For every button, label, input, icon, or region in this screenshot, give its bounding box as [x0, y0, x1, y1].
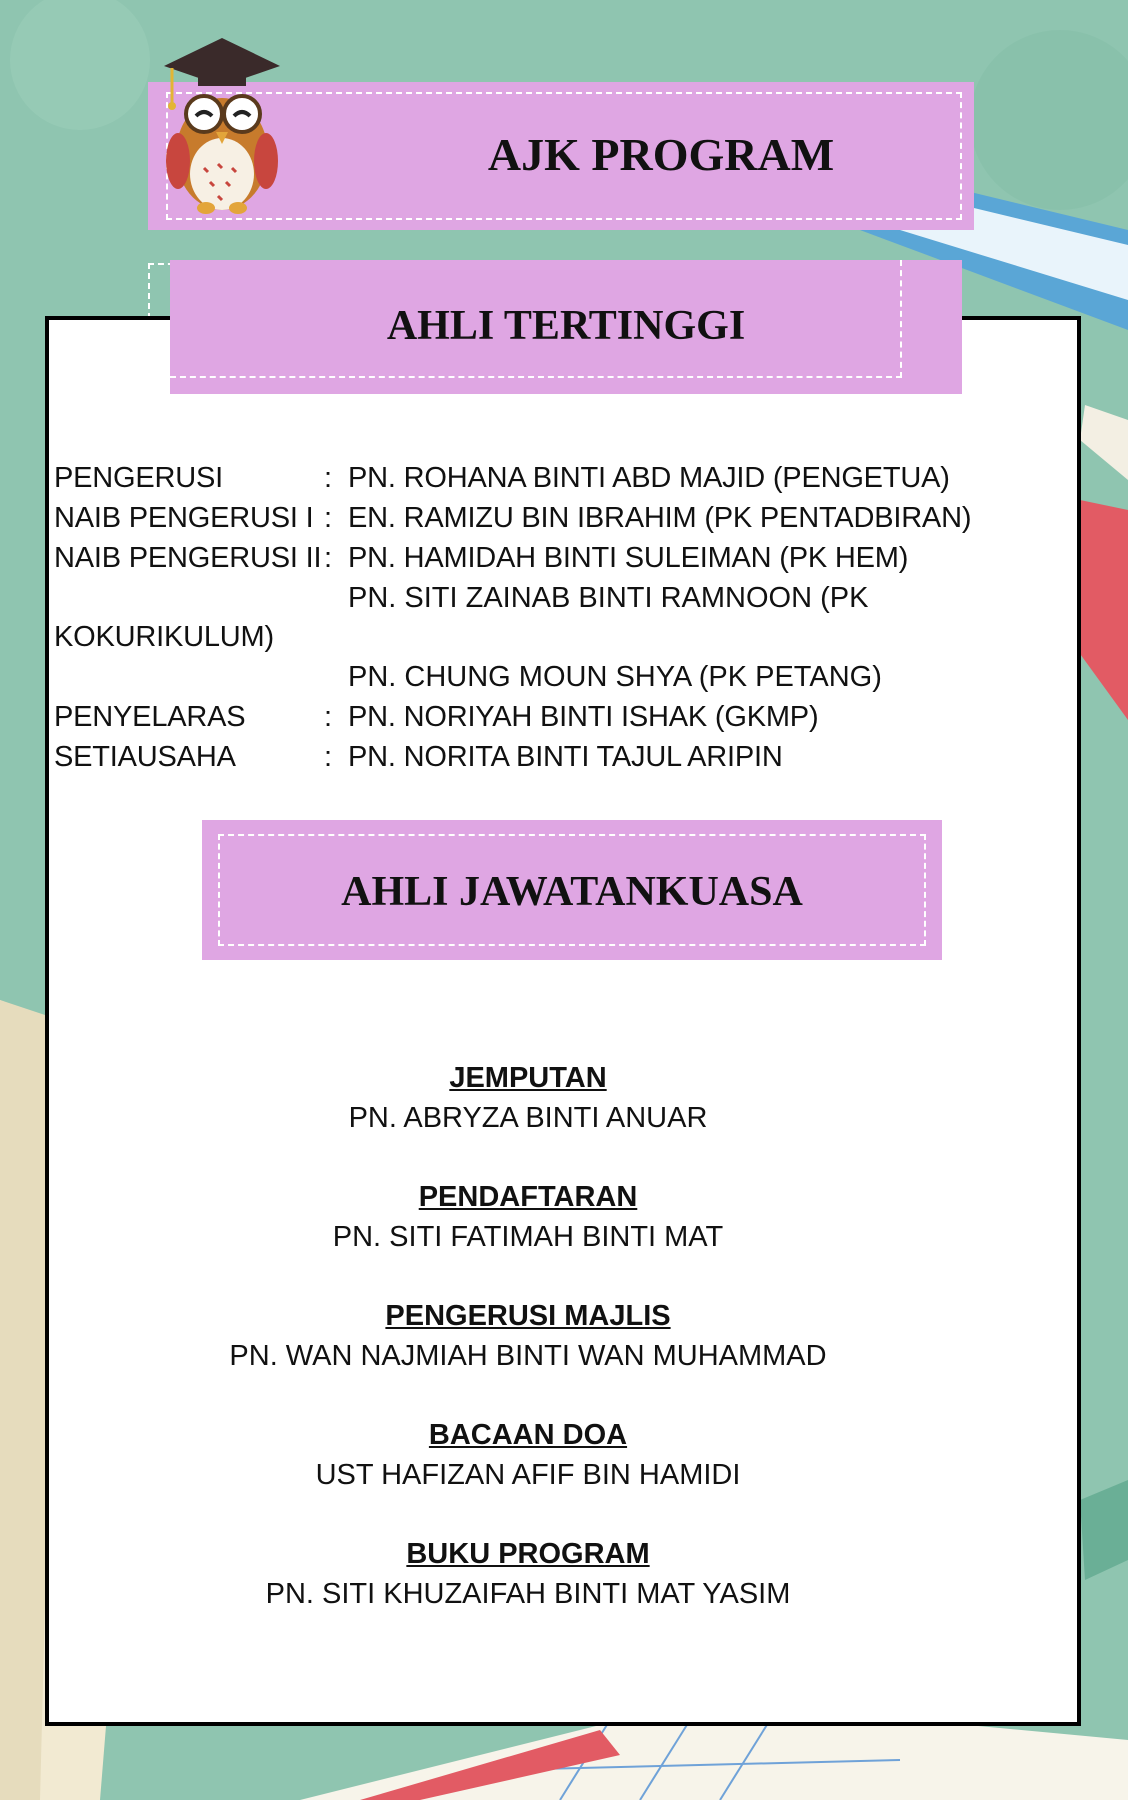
committee-name: PN. SITI KHUZAIFAH BINTI MAT YASIM — [265, 1578, 791, 1610]
row-separator: : — [324, 741, 332, 773]
row-separator: : — [324, 462, 332, 494]
top-committee-banner — [170, 260, 962, 394]
row-value: PN. NORITA BINTI TAJUL ARIPIN — [348, 741, 783, 773]
committee-role: JEMPUTAN — [449, 1062, 607, 1094]
extra-member-line: PN. CHUNG MOUN SHYA (PK PETANG) — [348, 661, 882, 693]
committee-item-jemputan — [228, 1058, 828, 1138]
row-penyelaras — [54, 701, 818, 734]
row-label: SETIAUSAHA — [54, 741, 236, 773]
owl-graduate-icon — [160, 36, 284, 216]
page-title: AJK PROGRAM — [487, 129, 835, 180]
row-setiausaha — [54, 741, 783, 774]
committee-banner — [202, 820, 942, 960]
row-separator: : — [324, 701, 332, 733]
committee-role: BUKU PROGRAM — [406, 1538, 650, 1570]
row-value: PN. NORIYAH BINTI ISHAK (GKMP) — [348, 701, 819, 733]
committee-item-buku-program — [228, 1534, 828, 1614]
row-label: PENYELARAS — [54, 701, 246, 733]
row-naib-pengerusi-2 — [54, 542, 908, 575]
extra-member-wrap: KOKURIKULUM) — [54, 621, 274, 653]
committee-item-pengerusi-majlis — [228, 1296, 828, 1376]
committee-title: AHLI JAWATANKUASA — [341, 869, 803, 915]
committee-name: UST HAFIZAN AFIF BIN HAMIDI — [315, 1459, 741, 1491]
row-label: PENGERUSI — [54, 462, 224, 494]
row-value: EN. RAMIZU BIN IBRAHIM (PK PENTADBIRAN) — [348, 502, 972, 534]
committee-role: PENGERUSI MAJLIS — [385, 1300, 671, 1332]
row-label: NAIB PENGERUSI II — [54, 542, 322, 574]
row-value: PN. ROHANA BINTI ABD MAJID (PENGETUA) — [348, 462, 950, 494]
committee-name: PN. ABRYZA BINTI ANUAR — [348, 1102, 708, 1134]
committee-name: PN. SITI FATIMAH BINTI MAT — [332, 1221, 724, 1253]
row-naib-pengerusi-1 — [54, 502, 971, 535]
committee-name: PN. WAN NAJMIAH BINTI WAN MUHAMMAD — [229, 1340, 827, 1372]
committee-role: BACAAN DOA — [428, 1419, 628, 1451]
committee-item-pendaftaran — [228, 1177, 828, 1257]
row-label: NAIB PENGERUSI I — [54, 502, 314, 534]
row-pengerusi — [54, 462, 950, 495]
committee-item-bacaan-doa — [228, 1415, 828, 1495]
top-committee-title: AHLI TERTINGGI — [386, 303, 746, 349]
committee-role: PENDAFTARAN — [418, 1181, 638, 1213]
row-separator: : — [324, 502, 332, 534]
row-value: PN. HAMIDAH BINTI SULEIMAN (PK HEM) — [348, 542, 909, 574]
extra-member-line: PN. SITI ZAINAB BINTI RAMNOON (PK — [348, 582, 869, 614]
row-separator: : — [324, 542, 332, 574]
